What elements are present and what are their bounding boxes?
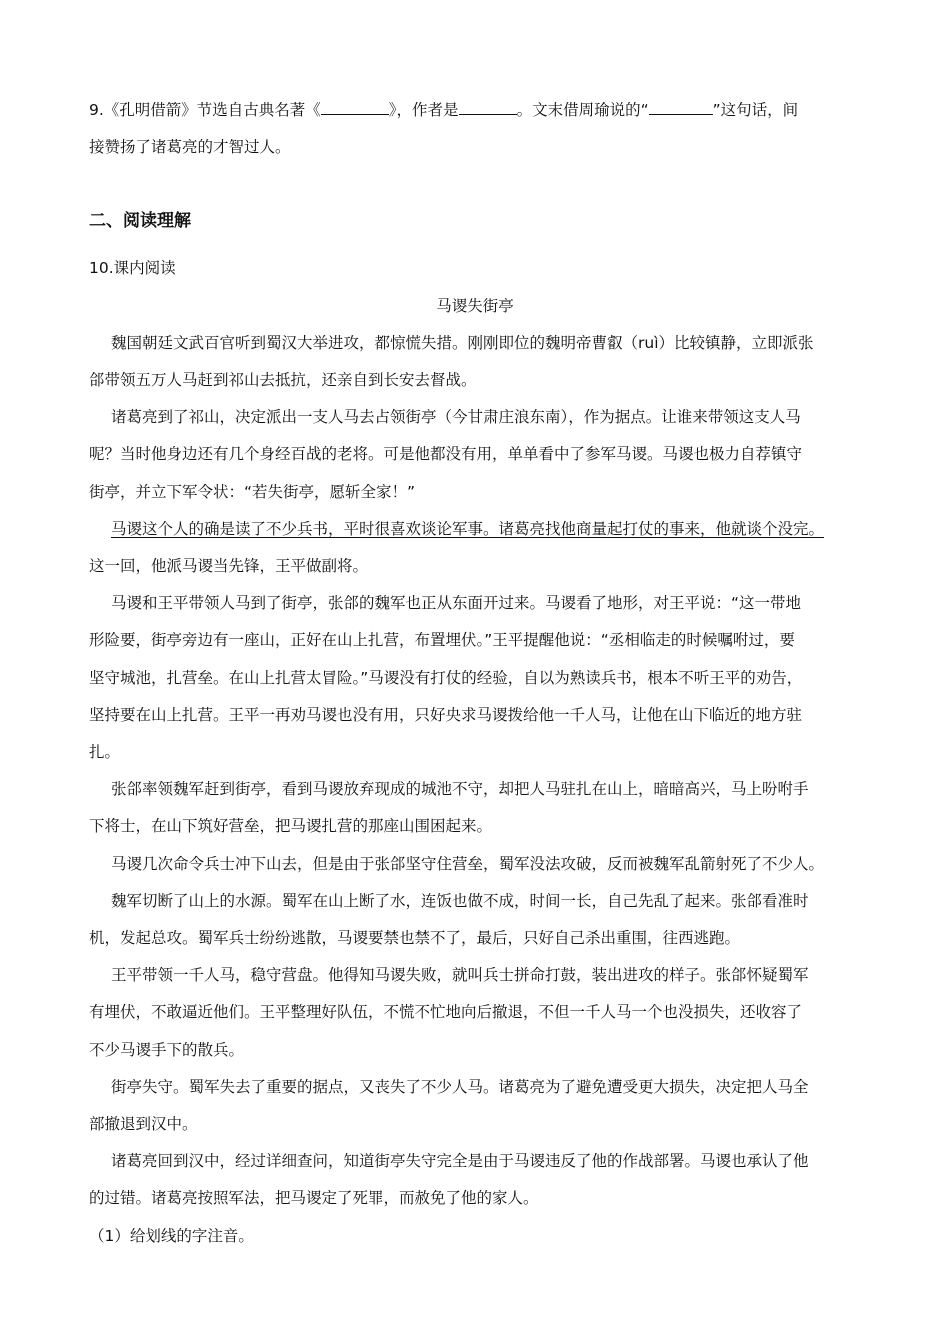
passage-line: 的过错。诸葛亮按照军法，把马谡定了死罪，而赦免了他的家人。 [89, 1189, 539, 1207]
q9-line-2: 接赞扬了诸葛亮的才智过人。 [89, 138, 291, 156]
passage-line: 坚守城池，扎营垒。在山上扎营太冒险。”马谡没有打仗的经验，自以为熟读兵书，根本不听王平的劝告， [89, 669, 803, 687]
passage-line: 这一回，他派马谡当先锋，王平做副将。 [89, 557, 369, 575]
passage-line: 部撤退到汉中。 [89, 1115, 198, 1133]
q9-blank-author[interactable] [459, 100, 517, 115]
q9-blank-quote[interactable] [649, 100, 713, 115]
passage-line: 不少马谡手下的散兵。 [89, 1041, 245, 1059]
underlined-sentence: 马谡这个人的确是读了不少兵书，平时很喜欢谈论军事。诸葛亮找他商量起打仗的事来，他就谈个没完。 [111, 520, 825, 538]
passage-line: 王平带领一千人马，稳守营盘。他得知马谡失败，就叫兵士拼命打鼓，装出进攻的样子。张郃怀疑蜀军 [111, 966, 809, 984]
passage-line: 形险要，街亭旁边有一座山，正好在山上扎营，布置埋伏。”王平提醒他说：“丞相临走的时候嘱咐过，要 [89, 631, 795, 649]
passage-line: 诸葛亮到了祁山，决定派出一支人马去占领街亭（今甘肃庄浪东南），作为据点。让谁来带领这支人马 [111, 408, 801, 426]
passage-line: 马谡几次命令兵士冲下山去，但是由于张郃坚守住营垒，蜀军没法攻破，反而被魏军乱箭射死了不少人。 [111, 855, 825, 873]
passage-line: 呢？当时他身边还有几个身经百战的老将。可是他都没有用，单单看中了参军马谡。马谡也极力自荐镇守 [89, 445, 803, 463]
q9-line-1 [89, 100, 864, 120]
q9-blank-book[interactable] [321, 100, 389, 115]
passage-line: 坚持要在山上扎营。王平一再劝马谡也没有用，只好央求马谡拨给他一千人马，让他在山下临近的地方驻 [89, 706, 803, 724]
q9-text-part1: 9.《孔明借箭》节选自古典名著《 [89, 101, 321, 119]
q9-text-part4: ”这句话，间 [712, 101, 799, 119]
passage-line: 有埋伏，不敢逼近他们。王平整理好队伍，不慌不忙地向后撤退，不但一千人马一个也没损失，还收容了 [89, 1003, 803, 1021]
passage-line: 张郃率领魏军赶到街亭，看到马谡放弃现成的城池不守，却把人马驻扎在山上，暗暗高兴，马上吩咐手 [111, 780, 809, 798]
passage-line: 诸葛亮回到汉中，经过详细查问，知道街亭失守完全是由于马谡违反了他的作战部署。马谡也承认了他 [111, 1152, 809, 1170]
passage-line: 扎。 [89, 743, 121, 761]
passage-line: 街亭失守。蜀军失去了重要的据点，又丧失了不少人马。诸葛亮为了避免遭受更大损失，决定把人马全 [111, 1078, 809, 1096]
passage-line: 魏军切断了山上的水源。蜀军在山上断了水，连饭也做不成，时间一长，自己先乱了起来。张郃看准时 [111, 892, 809, 910]
section-heading: 二、阅读理解 [89, 211, 191, 231]
passage-title: 马谡失街亭 [436, 297, 514, 315]
passage-line: 魏国朝廷文武百官听到蜀汉大举进攻，都惊慌失措。刚刚即位的魏明帝曹叡（ruì）比较镇静，立即派张 [111, 334, 814, 352]
passage-line: 街亭，并立下军令状：“若失街亭，愿斩全家！” [89, 483, 416, 501]
q10-label: 10.课内阅读 [89, 259, 176, 277]
sub-question-1: （1）给划线的字注音。 [89, 1227, 254, 1245]
passage-line: 马谡和王平带领人马到了街亭，张郃的魏军也正从东面开过来。马谡看了地形，对王平说：“这一带地 [111, 594, 802, 612]
passage-line: 机，发起总攻。蜀军兵士纷纷逃散，马谡要禁也禁不了，最后，只好自己杀出重围，往西逃跑。 [89, 929, 741, 947]
passage-line: 郃带领五万人马赶到祁山去抵抗，还亲自到长安去督战。 [89, 371, 477, 389]
q9-text-part2: 》，作者是 [388, 101, 459, 119]
passage-line: 下将士，在山下筑好营垒，把马谡扎营的那座山围困起来。 [89, 817, 493, 835]
q9-text-part3: 。文末借周瑜说的“ [516, 101, 649, 119]
